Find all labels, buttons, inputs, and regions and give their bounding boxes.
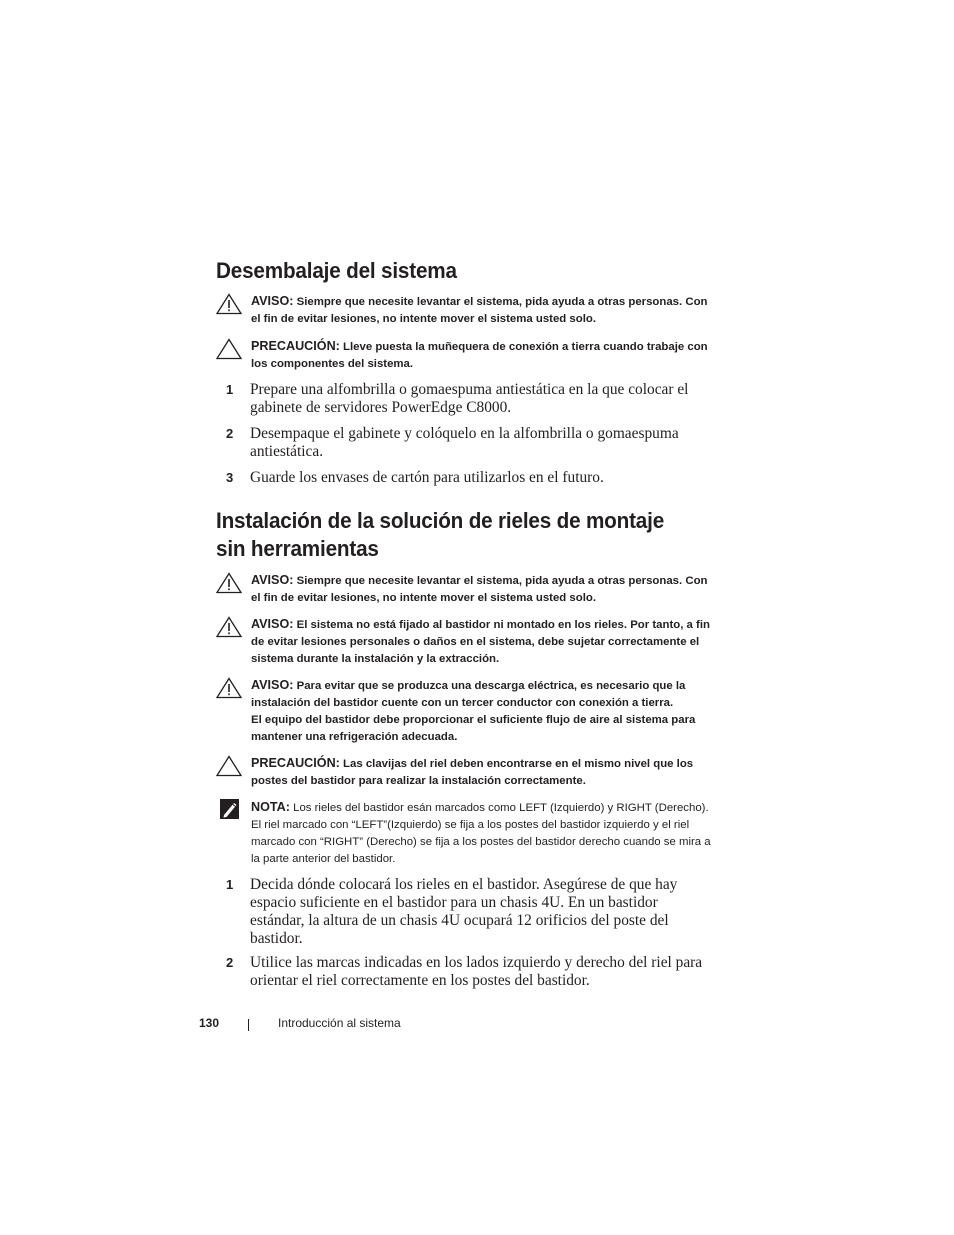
caution-triangle-icon — [216, 755, 242, 777]
warning-triangle-icon — [216, 293, 242, 315]
notice-label: AVISO: — [251, 294, 294, 308]
step-number: 2 — [226, 426, 234, 441]
notice-text: Siempre que necesite levantar el sistema, pida ayuda a otras personas. Con el fin de evitar lesiones, no intente mover el sistema usted solo. — [251, 296, 708, 325]
step-text: Utilice las marcas indicadas en los lados izquierdo y derecho del riel para orientar el riel correctamente en los postes del bastidor. — [250, 954, 703, 989]
step-item — [226, 876, 716, 948]
notice-text: Para evitar que se produzca una descarga eléctrica, es necesario que la instalación del bastidor cuente con un tercer conductor con conexión a tierra. — [251, 680, 686, 709]
notice-label: NOTA: — [251, 800, 290, 814]
warning-triangle-icon — [216, 572, 242, 594]
step-item — [226, 469, 716, 487]
step-text: Prepare una alfombrilla o gomaespuma antiestática en la que colocar el gabinete de servidores PowerEdge C8000. — [250, 381, 689, 416]
section-title-unpacking: Desembalaje del sistema — [216, 258, 457, 283]
step-number: 1 — [226, 877, 234, 892]
page-number: 130 — [199, 1016, 220, 1030]
step-item — [226, 381, 716, 417]
caution-triangle-icon — [216, 338, 242, 360]
notice-text-continued: El equipo del bastidor debe proporcionar el suficiente flujo de aire al sistema para mantener una refrigeración adecuada. — [251, 714, 696, 743]
notice-text: Los rieles del bastidor esán marcados como LEFT (Izquierdo) y RIGHT (Derecho). El riel marcado con “LEFT”(Izquierdo) se fija a los postes del bastidor izquierdo y el riel marcado con “RIGHT” (Derecho) se fija a los postes del bastidor derecho cuando se mira a la parte anterior del bastidor. — [251, 802, 711, 865]
caution-notice — [216, 755, 716, 790]
notice-label: AVISO: — [251, 617, 294, 631]
notice-text: Siempre que necesite levantar el sistema, pida ayuda a otras personas. Con el fin de evitar lesiones, no intente mover el sistema usted solo. — [251, 575, 708, 604]
notice-text: Las clavijas del riel deben encontrarse en el mismo nivel que los postes del bastidor para realizar la instalación correctamente. — [251, 758, 694, 787]
step-text: Desempaque el gabinete y colóquelo en la alfombrilla o gomaespuma antiestática. — [250, 425, 679, 460]
step-text: Guarde los envases de cartón para utilizarlos en el futuro. — [250, 469, 604, 486]
warning-triangle-icon — [216, 677, 242, 699]
section-title-rail-install: Instalación de la solución de rieles de montaje sin herramientas — [216, 508, 665, 561]
step-number: 1 — [226, 382, 234, 397]
footer-separator — [248, 1019, 249, 1031]
warning-notice — [216, 677, 716, 746]
notice-label: PRECAUCIÓN: — [251, 339, 340, 353]
step-text: Decida dónde colocará los rieles en el bastidor. Asegúrese de que hay espacio suficiente en el bastidor para un chasis 4U. En un bastidor estándar, la altura de un chasis 4U ocupará 12 orificios del poste del bastidor. — [250, 876, 678, 947]
page-footer — [0, 1016, 954, 1036]
warning-notice — [216, 616, 716, 668]
step-item — [226, 425, 716, 461]
note-pencil-icon — [220, 799, 246, 821]
warning-notice — [216, 572, 716, 607]
notice-label: AVISO: — [251, 573, 294, 587]
notice-label: AVISO: — [251, 678, 294, 692]
step-number: 2 — [226, 955, 234, 970]
note-notice — [216, 799, 716, 868]
warning-triangle-icon — [216, 616, 242, 638]
notice-label: PRECAUCIÓN: — [251, 756, 340, 770]
caution-notice — [216, 338, 716, 373]
step-number: 3 — [226, 470, 234, 485]
footer-chapter-title: Introducción al sistema — [278, 1016, 401, 1030]
step-item — [226, 954, 716, 990]
notice-text: El sistema no está fijado al bastidor ni montado en los rieles. Por tanto, a fin de evitar lesiones personales o daños en el sistema, debe sujetar correctamente el sistema durante la instalación y la extracción. — [251, 619, 710, 665]
notice-text: Lleve puesta la muñequera de conexión a tierra cuando trabaje con los componentes del sistema. — [251, 341, 708, 370]
warning-notice — [216, 293, 716, 328]
